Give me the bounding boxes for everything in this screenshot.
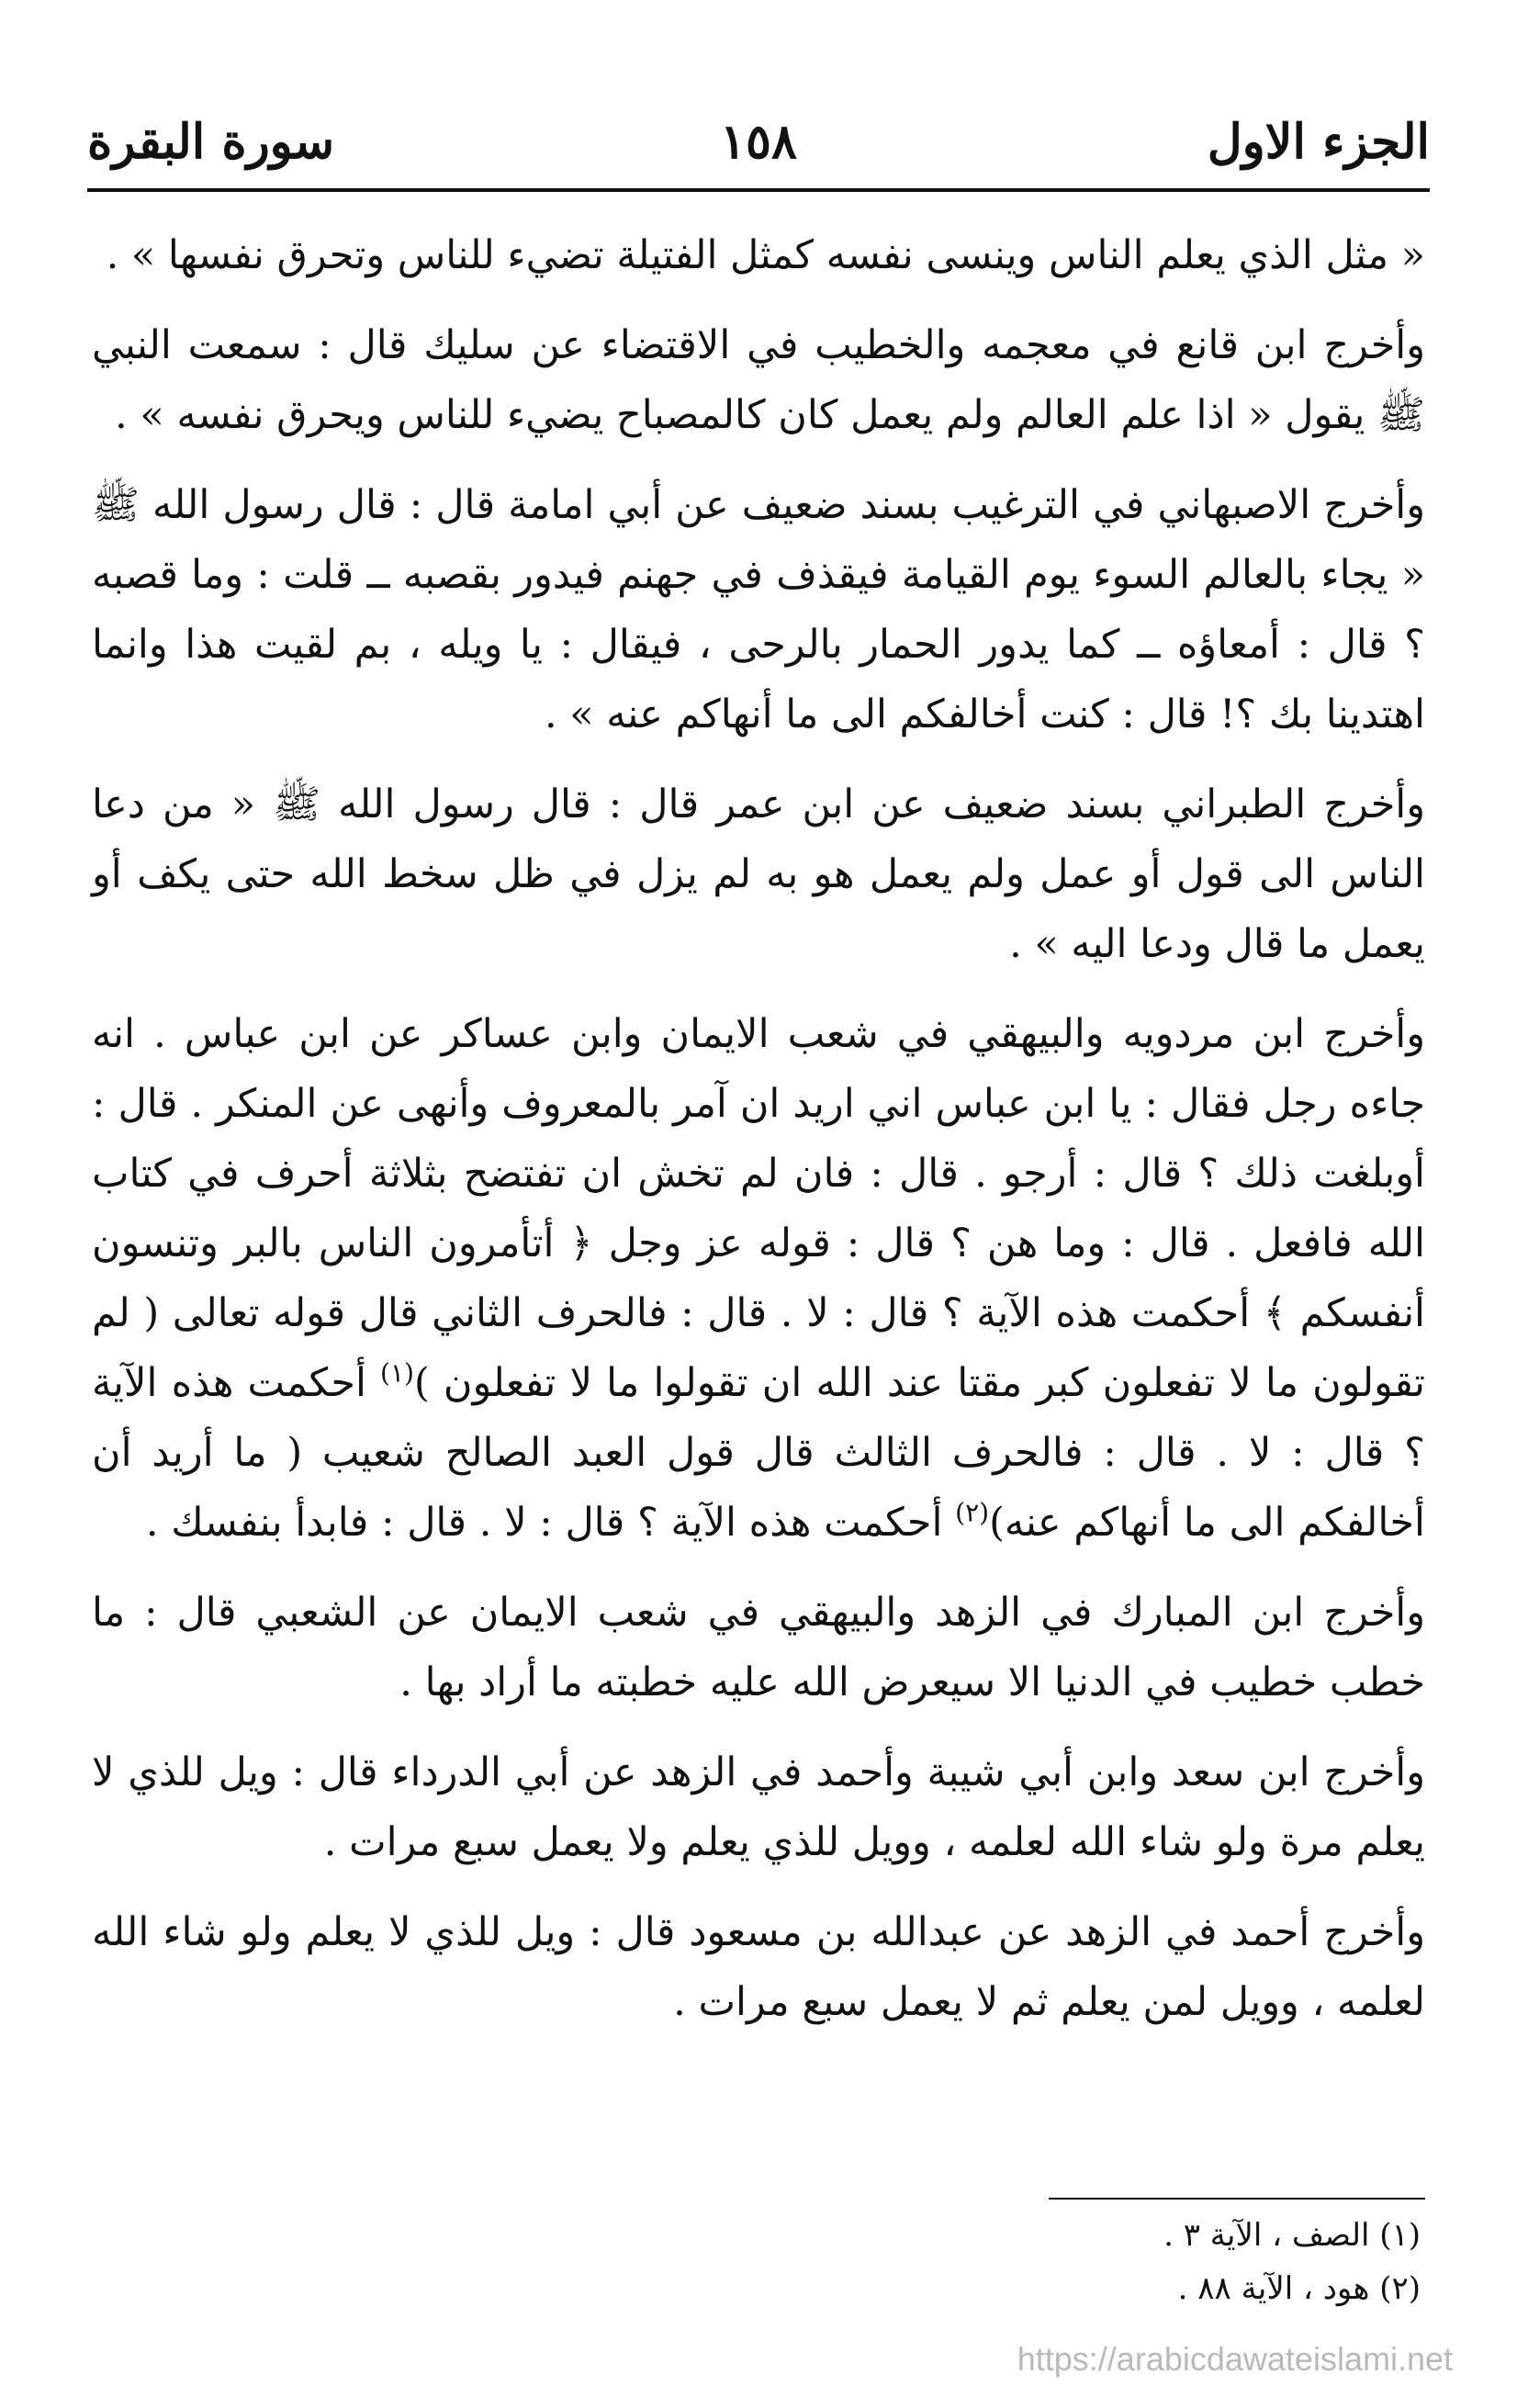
- juz-title: الجزء الاول: [1207, 114, 1430, 170]
- surah-title: سورة البقرة: [87, 114, 335, 170]
- header-rule: [87, 188, 1430, 192]
- paragraph: وأخرج أحمد في الزهد عن عبدالله بن مسعود قال : ويل للذي لا يعلم ولو شاء الله لعلمه ، وويل لمن يعلم ثم لا يعمل سبع مرات .: [92, 1909, 1425, 2025]
- paragraph-text: أحكمت هذه الآية ؟ قال : لا . قال : فابدأ بنفسك .: [145, 1500, 956, 1546]
- footnotes: [92, 2209, 1421, 2315]
- paragraph: وأخرج ابن المبارك في الزهد والبيهقي في شعب الايمان عن الشعبي قال : ما خطب خطيب في الدنيا الا سيعرض الله عليه خطبته ما أراد بها .: [92, 1590, 1425, 1705]
- paragraph: وأخرج ابن سعد وابن أبي شيبة وأحمد في الزهد عن أبي الدرداء قال : ويل للذي لا يعلم مرة ولو شاء الله لعلمه ، وويل للذي يعلم ولا يعمل سبع مرات .: [92, 1750, 1425, 1865]
- paragraph-text: أحكمت هذه الآية ؟ قال : لا . قال : فالحرف الثالث قال قول العبد الصالح شعيب ( ما أريد أن أخالفكم الى ما أنهاكم عنه): [92, 1360, 1425, 1546]
- page-number: ١٥٨: [720, 114, 797, 170]
- footnote-ref: (٢): [955, 1497, 990, 1528]
- footnote-ref: (١): [380, 1357, 414, 1389]
- paragraph: [92, 999, 1425, 1558]
- footnote-1: (١) الصف ، الآية ٣ .: [1163, 2217, 1421, 2254]
- paragraph-text: وأخرج ابن مردويه والبيهقي في شعب الايمان وابن عساكر عن ابن عباس . انه جاءه رجل فقال : يا ابن عباس اني اريد ان آمر بالمعروف وأنهى عن المنكر . قال : أوبلغت ذلك ؟ قال : أرجو . قال : فان لم تخش ان تفتضح بثلاثة أحرف في كتاب الله فافعل . قال : وما هن ؟ قال : قوله عز وجل ﴿ أتأمرون الناس بالبر وتنسون أنفسكم ﴾ أحكمت هذه الآية ؟ قال : لا . قال : فالحرف الثاني قال قوله تعالى ( لم تقولون ما لا تفعلون كبر مقتا عند الله ان تقولوا ما لا تفعلون ): [92, 1011, 1425, 1406]
- page-header: [87, 110, 1430, 174]
- watermark-url: https://arabicdawateislami.net: [1017, 2340, 1453, 2378]
- page-body: [92, 220, 1425, 2057]
- paragraph: وأخرج الطبراني بسند ضعيف عن ابن عمر قال : قال رسول الله ﷺ « من دعا الناس الى قول أو عمل ولم يعمل هو به لم يزل في ظل سخط الله حتى يكف أو يعمل ما قال ودعا اليه » .: [92, 782, 1425, 967]
- footnote-2: (٢) هود ، الآية ٨٨ .: [1177, 2270, 1421, 2307]
- paragraph: وأخرج ابن قانع في معجمه والخطيب في الاقتضاء عن سليك قال : سمعت النبي ﷺ يقول « اذا علم العالم ولم يعمل كان كالمصباح يضيء للناس ويحرق نفسه » .: [92, 322, 1425, 438]
- paragraph: « مثل الذي يعلم الناس وينسى نفسه كمثل الفتيلة تضيء للناس وتحرق نفسها » .: [106, 232, 1425, 278]
- paragraph: وأخرج الاصبهاني في الترغيب بسند ضعيف عن أبي امامة قال : قال رسول الله ﷺ « يجاء بالعالم السوء يوم القيامة فيقذف في جهنم فيدور بقصبه ــ قلت : وما قصبه ؟ قال : أمعاؤه ــ كما يدور الحمار بالرحى ، فيقال : يا ويله ، بم لقيت هذا وانما اهتدينا بك ؟! قال : كنت أخالفكم الى ما أنهاكم عنه » .: [92, 482, 1425, 737]
- footnote-rule: [1049, 2198, 1425, 2200]
